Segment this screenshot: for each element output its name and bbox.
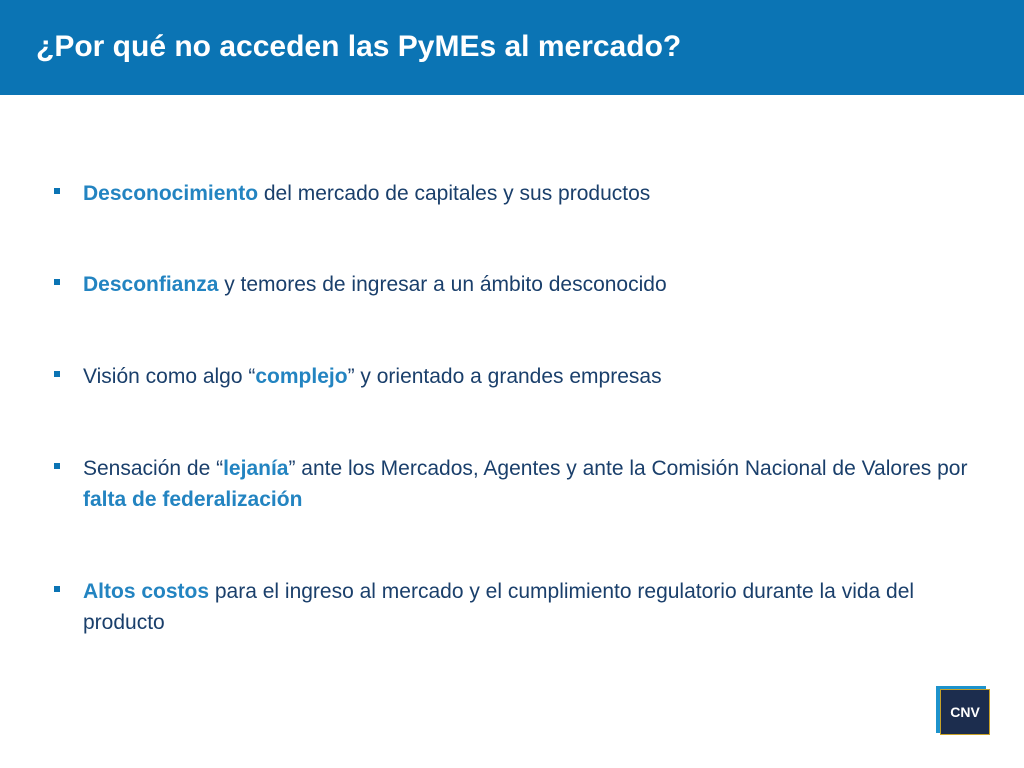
highlight-term: complejo <box>255 365 348 388</box>
bullet-text <box>83 178 983 209</box>
slide-title: ¿Por qué no acceden las PyMEs al mercado? <box>36 30 682 63</box>
bullet-segment: ” ante los Mercados, Agentes y ante la Comisión Nacional de Valores por <box>288 457 968 480</box>
bullet-segment: del mercado de capitales y sus productos <box>258 182 651 205</box>
cnv-logo <box>936 686 990 736</box>
highlight-term: Desconocimiento <box>83 182 259 205</box>
bullet-segment: para el ingreso al mercado y el cumplimiento regulatorio durante la vida del producto <box>83 580 915 634</box>
highlight-term: Altos costos <box>83 580 210 603</box>
bullet-segment: y temores de ingresar a un ámbito desconocido <box>218 273 667 296</box>
slide-header <box>0 0 1024 95</box>
bullet-marker-icon <box>54 279 60 285</box>
highlight-term: lejanía <box>223 457 289 480</box>
bullet-segment: Sensación de “ <box>83 457 224 480</box>
bullet-text <box>83 576 983 638</box>
highlight-term: falta de federalización <box>83 488 303 511</box>
bullet-segment: ” y orientado a grandes empresas <box>347 365 662 388</box>
bullet-marker-icon <box>54 188 60 194</box>
bullet-text <box>83 269 983 300</box>
logo-text: CNV <box>940 689 990 735</box>
bullet-marker-icon <box>54 463 60 469</box>
bullet-text <box>83 453 983 515</box>
bullet-marker-icon <box>54 586 60 592</box>
highlight-term: Desconfianza <box>83 273 219 296</box>
bullet-segment: Visión como algo “ <box>83 365 256 388</box>
bullet-text <box>83 361 983 392</box>
bullet-marker-icon <box>54 371 60 377</box>
